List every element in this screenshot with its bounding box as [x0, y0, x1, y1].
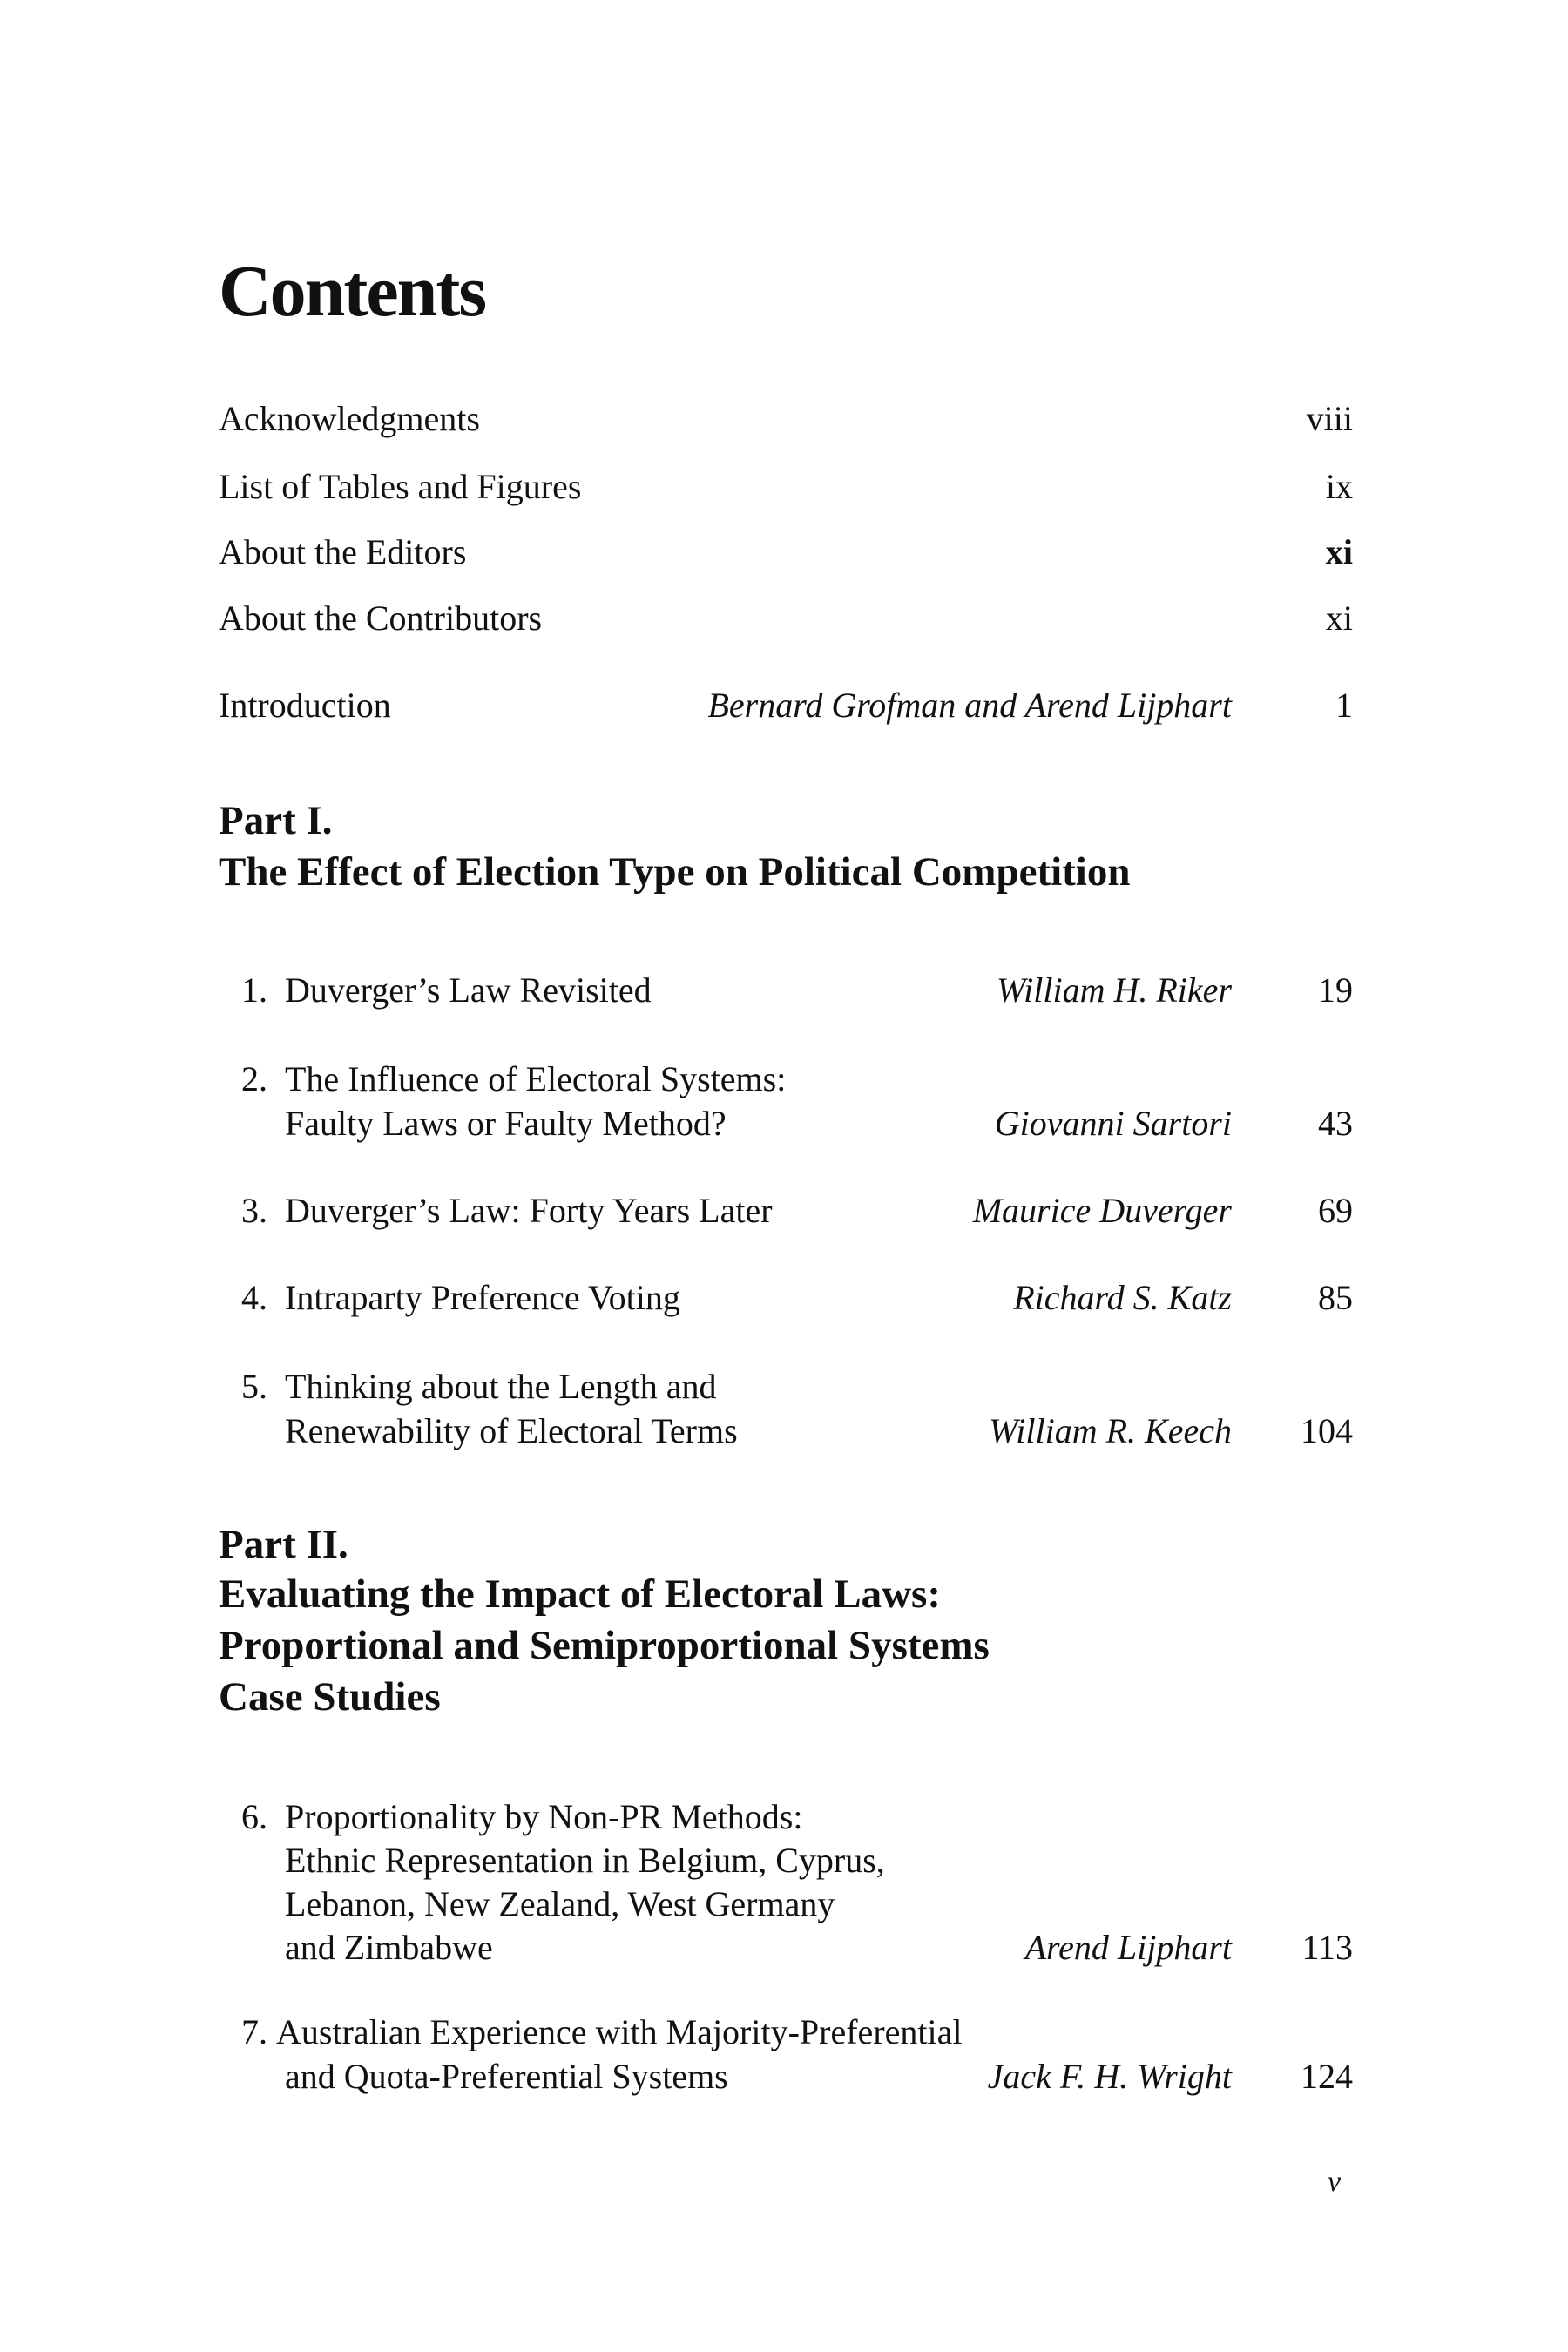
chapter-7-cont[interactable]: [219, 2055, 1353, 2099]
chapter-page: 113: [1301, 1928, 1353, 1967]
chapter-7[interactable]: [219, 2011, 1353, 2054]
toc-entry-tables-figures[interactable]: [219, 465, 1353, 509]
chapter-title: Duverger’s Law Revisited: [285, 970, 652, 1010]
page-folio: v: [1328, 2166, 1342, 2198]
part-2-title-line: Evaluating the Impact of Electoral Laws:: [219, 1571, 941, 1617]
chapter-page: 124: [1301, 2057, 1353, 2096]
chapter-title-line: Proportionality by Non-PR Methods:: [285, 1797, 803, 1836]
entry-label: Introduction: [219, 686, 391, 725]
chapter-page: 104: [1301, 1411, 1353, 1450]
chapter-author: William R. Keech: [989, 1411, 1232, 1450]
entry-page: xi: [1325, 532, 1353, 571]
chapter-title-line: Australian Experience with Majority-Preferential: [276, 2012, 963, 2051]
chapter-number: 1.: [241, 970, 267, 1010]
chapter-title: Intraparty Preference Voting: [285, 1278, 680, 1317]
chapter-author: Richard S. Katz: [1013, 1278, 1232, 1317]
chapter-page: 85: [1318, 1278, 1353, 1317]
chapter-2[interactable]: [219, 1058, 1353, 1101]
chapter-number: 2.: [241, 1059, 267, 1098]
chapter-title-line: Ethnic Representation in Belgium, Cyprus,: [285, 1841, 885, 1880]
entry-label: List of Tables and Figures: [219, 467, 582, 506]
chapter-3[interactable]: [219, 1189, 1353, 1233]
entry-page: 1: [1335, 686, 1353, 725]
part-1-title: The Effect of Election Type on Political Competition: [219, 849, 1131, 895]
entry-author: Bernard Grofman and Arend Lijphart: [707, 686, 1232, 725]
chapter-title-line: Lebanon, New Zealand, West Germany: [285, 1884, 835, 1923]
chapter-author: Giovanni Sartori: [994, 1104, 1232, 1143]
toc-entry-editors[interactable]: [219, 531, 1353, 574]
chapter-title-line: Thinking about the Length and: [285, 1367, 717, 1406]
chapter-author: Arend Lijphart: [1024, 1928, 1232, 1967]
chapter-4[interactable]: [219, 1276, 1353, 1320]
part-1-label: Part I.: [219, 798, 333, 843]
chapter-number: 4.: [241, 1278, 267, 1317]
part-2-title-line: Proportional and Semiproportional Systems: [219, 1623, 990, 1668]
chapter-5-cont[interactable]: [219, 1409, 1353, 1453]
chapter-author: William H. Riker: [997, 970, 1232, 1010]
entry-page: ix: [1325, 467, 1353, 506]
chapter-1[interactable]: [219, 969, 1353, 1012]
chapter-author: Jack F. H. Wright: [987, 2057, 1232, 2096]
part-2-label: Part II.: [219, 1522, 348, 1567]
chapter-5[interactable]: [219, 1365, 1353, 1409]
chapter-page: 43: [1318, 1104, 1353, 1143]
chapter-number: 3.: [241, 1191, 267, 1230]
chapter-title-line: Renewability of Electoral Terms: [285, 1411, 738, 1450]
chapter-number: 6.: [241, 1797, 267, 1836]
entry-page: xi: [1325, 598, 1353, 638]
entry-label: Acknowledgments: [219, 399, 480, 438]
chapter-number: 5.: [241, 1367, 267, 1406]
chapter-title-line: and Quota-Preferential Systems: [285, 2057, 728, 2096]
chapter-6-cont[interactable]: [219, 1882, 1353, 1926]
chapter-title: Duverger’s Law: Forty Years Later: [285, 1191, 773, 1230]
entry-label: About the Editors: [219, 532, 467, 571]
part-2-subtitle: Case Studies: [219, 1674, 441, 1720]
chapter-title-line: Faulty Laws or Faulty Method?: [285, 1104, 727, 1143]
entry-page: viii: [1306, 399, 1353, 438]
chapter-author: Maurice Duverger: [972, 1191, 1232, 1230]
chapter-6-cont[interactable]: [219, 1839, 1353, 1882]
chapter-6[interactable]: [219, 1795, 1353, 1839]
chapter-page: 19: [1318, 970, 1353, 1010]
chapter-number: 7.: [241, 2012, 267, 2051]
entry-label: About the Contributors: [219, 598, 543, 638]
toc-entry-introduction[interactable]: [219, 684, 1353, 727]
chapter-6-cont[interactable]: [219, 1926, 1353, 1970]
chapter-2-cont[interactable]: [219, 1102, 1353, 1146]
toc-entry-contributors[interactable]: [219, 597, 1353, 640]
chapter-title-line: The Influence of Electoral Systems:: [285, 1059, 787, 1098]
chapter-page: 69: [1318, 1191, 1353, 1230]
toc-entry-acknowledgments[interactable]: [219, 397, 1353, 441]
page-title: Contents: [219, 251, 486, 332]
chapter-title-line: and Zimbabwe: [285, 1928, 493, 1967]
